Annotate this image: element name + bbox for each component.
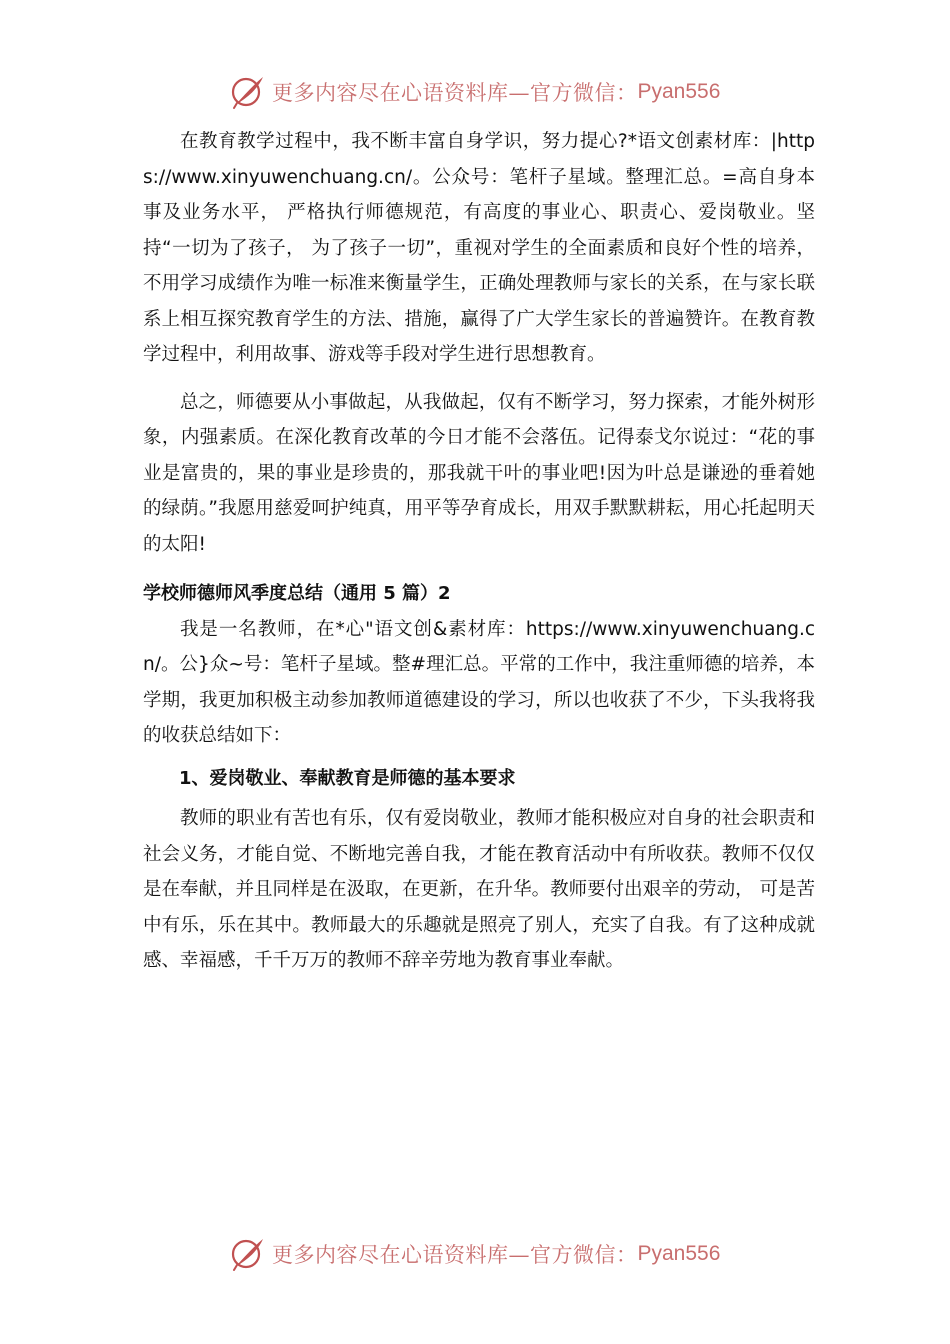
paragraph-4: 教师的职业有苦也有乐，仅有爱岗敬业，教师才能积极应对自身的社会职责和社会义务，才能自觉、不断地完善自我，才能在教育活动中有所收获。教师不仅仅是在奉献，并且同样是在汲取，在更新，在升华。教师要付出艰辛的劳动， 可是苦中有乐，乐在其中。教师最大的乐趣就是照亮了别人，充实了自我。有了这种成就感、幸福感，千千万万的教师不辞辛劳地为教育事业奉献。 bbox=[143, 808, 815, 971]
paragraph-1: 在教育教学过程中，我不断丰富自身学识，努力提心?*语文创素材库：|https://www.xinyuwenchuang.cn/。公众号：笔杆子星域。整理汇总。=高自身本事及业务水平， 严格执行师德规范，有高度的事业心、职责心、爱岗敬业。坚持“一切为了孩子， 为了孩子一切”，重视对学生的全面素质和良好个性的培养，不用学习成绩作为唯一标准来衡量学生，正确处理教师与家长的关系，在与家长联系上相互探究教育学生的方法、措施，赢得了广大学生家长的普遍赞许。在教育教学过程中，利用故事、游戏等手段对学生进行思想教育。 bbox=[143, 131, 815, 365]
quill-pen-circle-icon bbox=[228, 1234, 268, 1274]
quill-pen-circle-icon bbox=[228, 72, 268, 112]
section-heading: 学校师德师风季度总结（通用 5 篇）2 bbox=[143, 583, 451, 604]
footer-banner bbox=[228, 1234, 728, 1274]
banner-account: Pyan556 bbox=[637, 1242, 721, 1265]
document-body bbox=[143, 124, 815, 979]
paragraph-3: 我是一名教师，在*心"语文创&素材库：https://www.xinyuwenchuang.cn/。公}众~号：笔杆子星域。整#理汇总。平常的工作中，我注重师德的培养，本学期，我更加积极主动参加教师道德建设的学习，所以也收获了不少，下头我将我的收获总结如下： bbox=[143, 618, 815, 746]
subsection-heading: 1、爱岗敬业、奉献教育是师德的基本要求 bbox=[179, 767, 516, 789]
banner-account: Pyan556 bbox=[637, 80, 721, 103]
header-banner bbox=[228, 72, 728, 112]
banner-slogan: 更多内容尽在心语资料库—官方微信： bbox=[272, 81, 638, 105]
banner-slogan: 更多内容尽在心语资料库—官方微信： bbox=[272, 1243, 638, 1267]
paragraph-2: 总之，师德要从小事做起，从我做起，仅有不断学习，努力探索，才能外树形象，内强素质。在深化教育改革的今日才能不会落伍。记得泰戈尔说过：“花的事业是富贵的，果的事业是珍贵的，那我就干叶的事业吧!因为叶总是谦逊的垂着她的绿荫。”我愿用慈爱呵护纯真，用平等孕育成长，用双手默默耕耘，用心托起明天的太阳! bbox=[143, 391, 815, 555]
